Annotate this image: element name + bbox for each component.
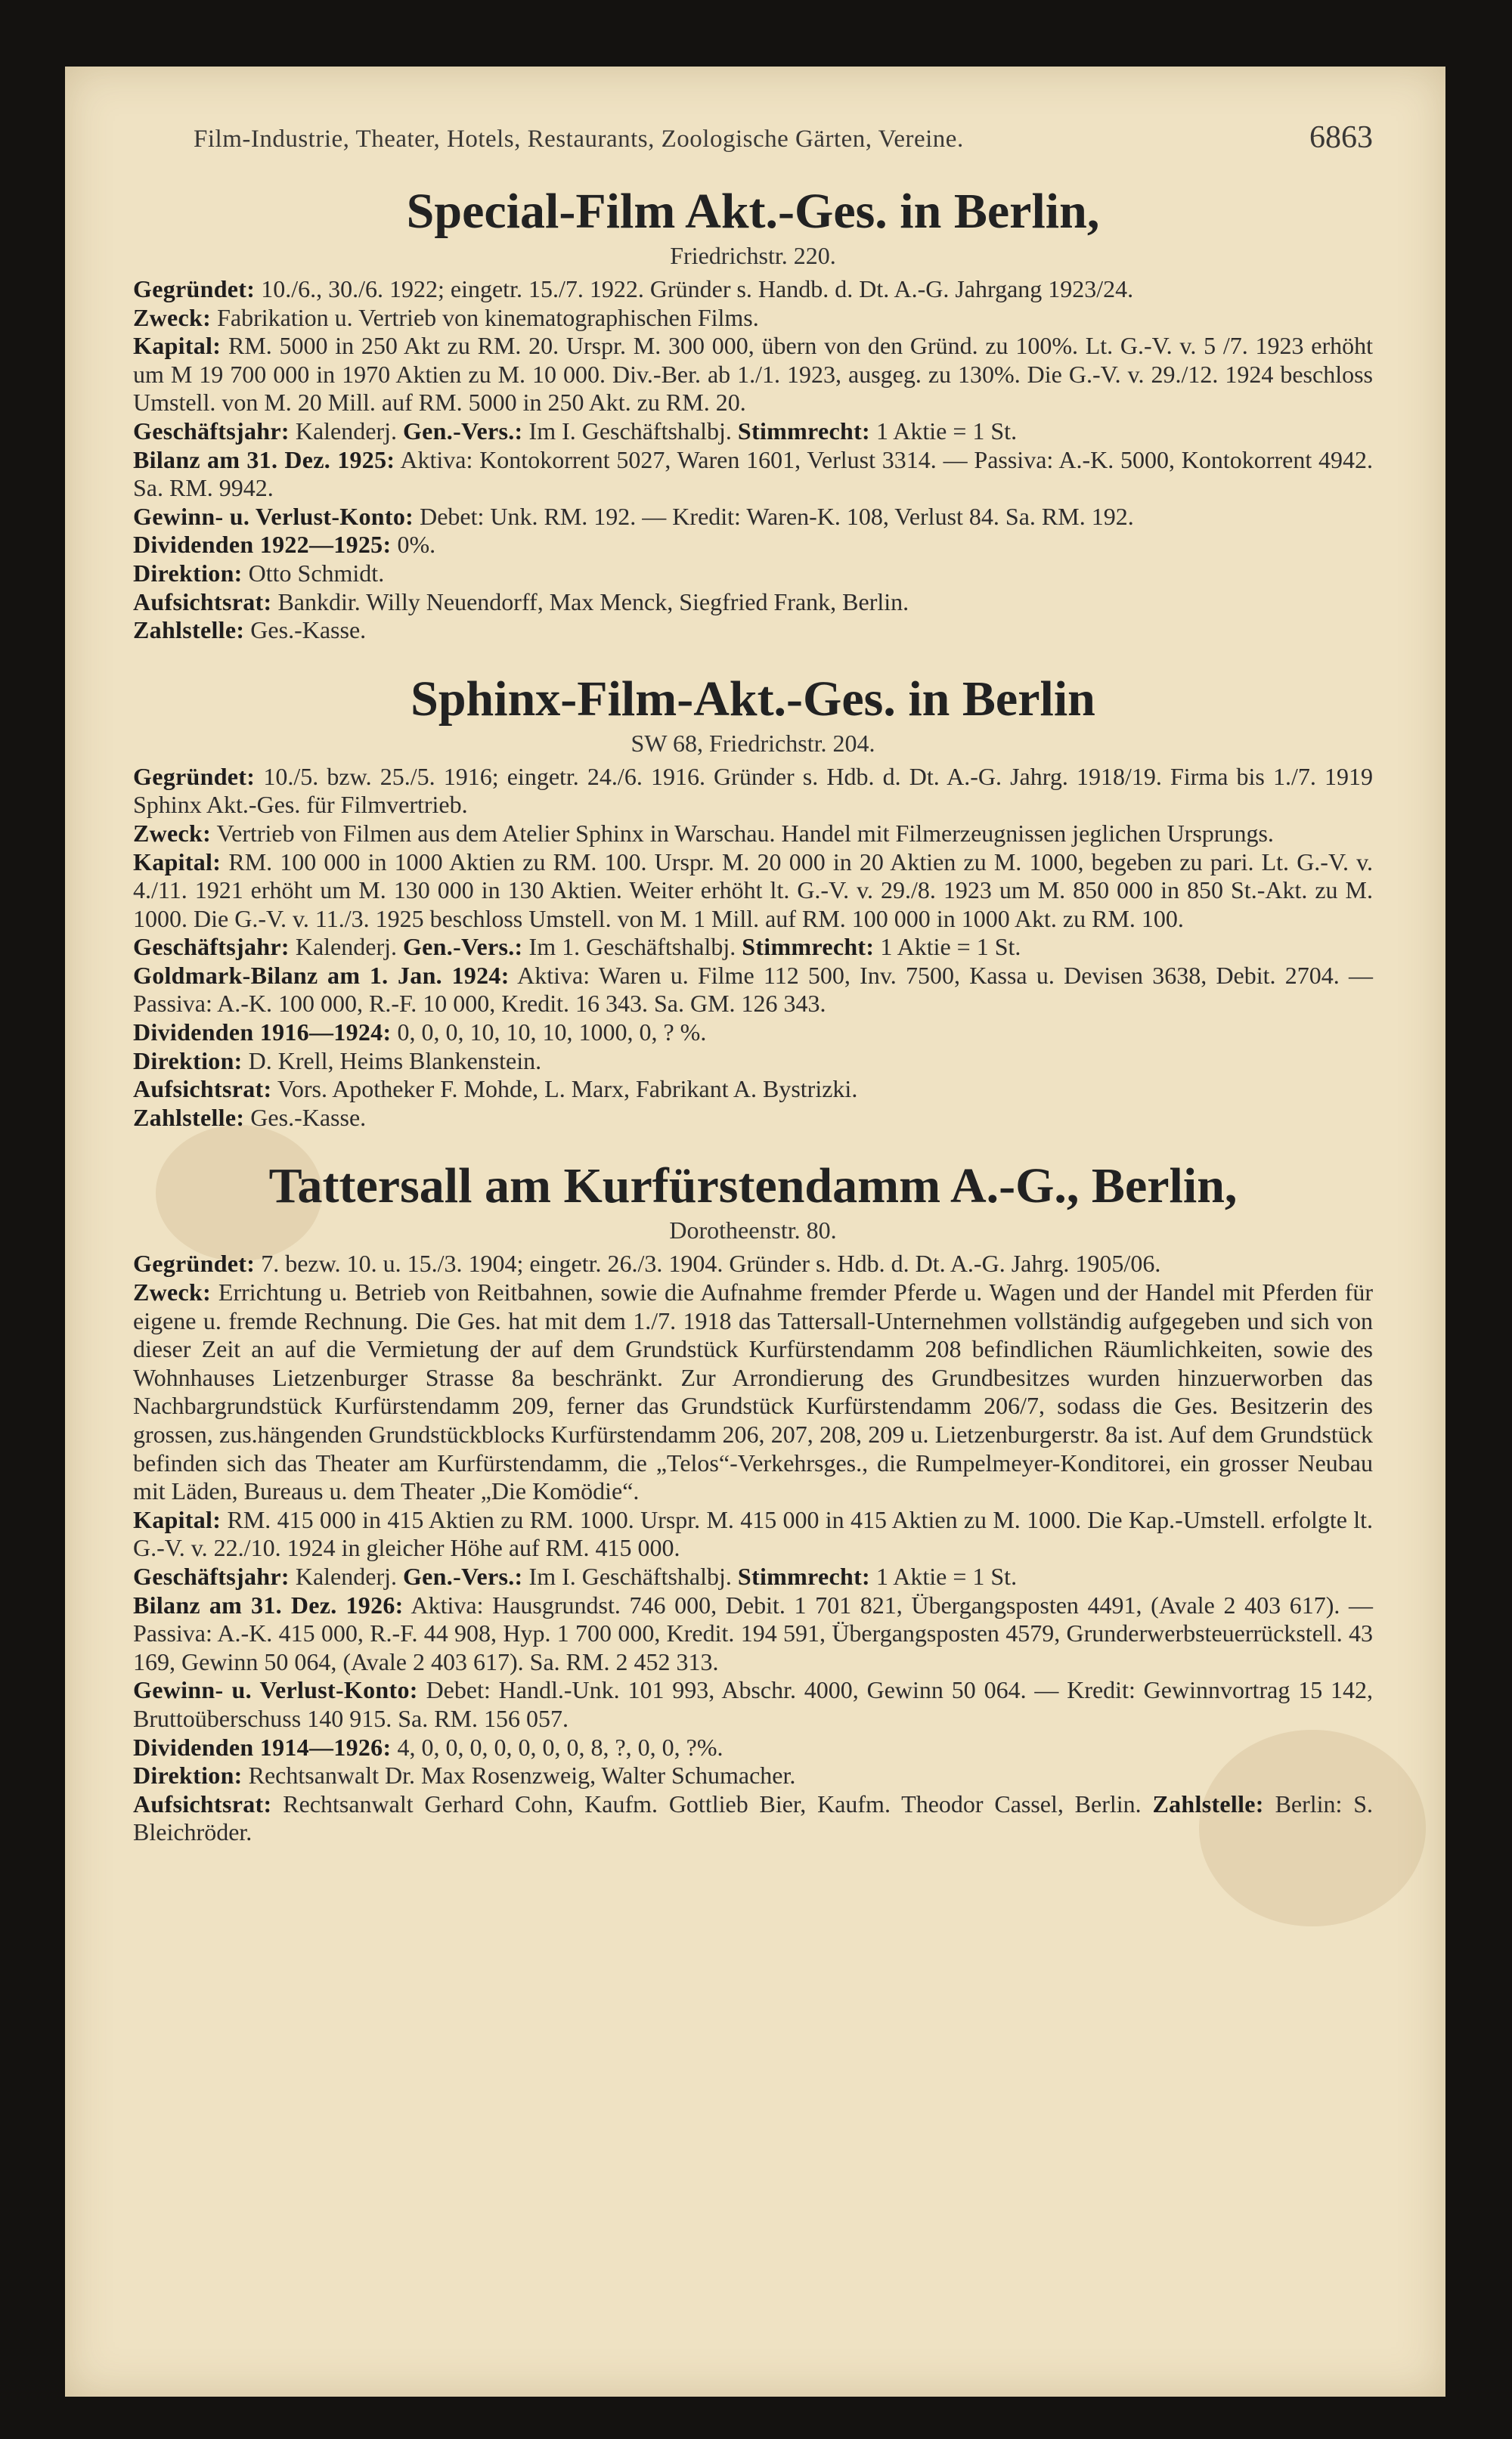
entry-kapital: Kapital: RM. 415 000 in 415 Aktien zu RM. 1000. Urspr. M. 415 000 in 415 Aktien zu M. 1000. Die Kap.-Umstell. erfolgte lt. G.-V. v. 22./10. 1924 in gleicher Höhe auf RM. 415 000. (133, 1505, 1374, 1562)
entry-zweck: Zweck: Fabrikation u. Vertrieb von kinematographischen Films. (133, 303, 759, 331)
running-head (133, 119, 1373, 165)
entry-gewinn-verlust: Gewinn- u. Verlust-Konto: Debet: Unk. RM. 192. — Kredit: Waren-K. 108, Verlust 84. Sa. RM. 192. (133, 502, 1134, 530)
page-content (133, 119, 1373, 1847)
entry-aufsichtsrat: Aufsichtsrat: Bankdir. Willy Neuendorff, Max Menck, Siegfried Frank, Berlin. (133, 587, 909, 615)
company-entry-tattersall (133, 1158, 1373, 1846)
entry-dividenden: Dividenden 1914—1926: 4, 0, 0, 0, 0, 0, 0, 0, 8, ?, 0, 0, ?%. (133, 1733, 723, 1761)
entry-gegruendet: Gegründet: 10./5. bzw. 25./5. 1916; eingetr. 24./6. 1916. Gründer s. Hdb. d. Dt. A.-G. Jahrg. 1918/19. Firma bis 1./7. 1919 Sphinx Akt.-Ges. für Filmvertrieb. (133, 762, 1374, 819)
entry-zahlstelle: Zahlstelle: Ges.-Kasse. (133, 616, 367, 644)
entry-zahlstelle: Zahlstelle: Ges.-Kasse. (133, 1103, 367, 1131)
company-entry-sphinx-film (133, 671, 1373, 1133)
entry-geschaeftsjahr: Geschäftsjahr: Kalenderj. Gen.-Vers.: Im 1. Geschäftshalbj. Stimmrecht: 1 Aktie = 1 St. (133, 933, 1021, 961)
entry-geschaeftsjahr: Geschäftsjahr: Kalenderj. Gen.-Vers.: Im I. Geschäftshalbj. Stimmrecht: 1 Aktie = 1 St. (133, 417, 1018, 445)
entry-goldmark-bilanz: Goldmark-Bilanz am 1. Jan. 1924: Aktiva: Waren u. Filme 112 500, Inv. 7500, Kassa u. Devisen 3638, Debit. 2704. — Passiva: A.-K. 100 000, R.-F. 10 000, Kredit. 16 343. Sa. GM. 126 343. (133, 961, 1374, 1018)
entry-aufsichtsrat: Aufsichtsrat: Rechtsanwalt Gerhard Cohn, Kaufm. Gottlieb Bier, Kaufm. Theodor Cassel, Berlin. Zahlstelle: Berlin: S. Bleichröder. (133, 1790, 1374, 1846)
entry-direktion: Direktion: Rechtsanwalt Dr. Max Rosenzweig, Walter Schumacher. (133, 1762, 796, 1790)
entry-bilanz: Bilanz am 31. Dez. 1925: Aktiva: Kontokorrent 5027, Waren 1601, Verlust 3314. — Passiva: A.-K. 5000, Kontokorrent 4942. Sa. RM. 9942. (133, 445, 1374, 502)
entry-aufsichtsrat: Aufsichtsrat: Vors. Apotheker F. Mohde, L. Marx, Fabrikant A. Bystrizki. (133, 1075, 858, 1103)
company-address: Dorotheenstr. 80. (669, 1216, 837, 1244)
entry-direktion: Direktion: D. Krell, Heims Blankenstein. (133, 1046, 542, 1074)
entry-zweck: Zweck: Errichtung u. Betrieb von Reitbahnen, sowie die Aufnahme fremder Pferde u. Wagen und der Handel mit Pferden für eigene u. fremde Rechnung. Die Ges. hat mit dem 1./7. 1918 das Tattersall-Unternehmen vollständig aufgegeben und sich von dieser Zeit an auf die Vermietung der auf dem Grundstück Kurfürstendamm 208 befindlichen Räumlichkeiten, sowie des Wohnhauses Lietzenburger Strasse 8a beschränkt. Zur Arrondierung des Grundbesitzes wurden hinzuerworben das Nachbargrundstück Kurfürstendamm 209, ferner das Grundstück Kurfürstendamm 206/7, sodass die Ges. Besitzerin des grossen, zus.hängenden Grundstückblocks Kurfürstendamm 206, 207, 208, 209 u. Lietzenburgerstr. 8a ist. Auf dem Grundstück befinden sich das Theater am Kurfürstendamm, die „Telos“-Verkehrsges., die Rumpelmeyer-Konditorei, ein grosser Neubau mit Läden, Bureaus u. dem Theater „Die Komödie“. (133, 1278, 1374, 1505)
entry-zweck: Zweck: Vertrieb von Filmen aus dem Atelier Sphinx in Warschau. Handel mit Filmerzeugnissen jeglichen Ursprungs. (133, 819, 1274, 847)
entry-gewinn-verlust: Gewinn- u. Verlust-Konto: Debet: Handl.-Unk. 101 993, Abschr. 4000, Gewinn 50 064. — Kredit: Gewinnvortrag 15 142, Bruttoüberschuss 140 915. Sa. RM. 156 057. (133, 1676, 1374, 1732)
entry-gegruendet: Gegründet: 7. bezw. 10. u. 15./3. 1904; eingetr. 26./3. 1904. Gründer s. Hdb. d. Dt. A.-G. Jahrg. 1905/06. (133, 1250, 1161, 1278)
entry-kapital: Kapital: RM. 5000 in 250 Akt zu RM. 20. Urspr. M. 300 000, übern von den Gründ. zu 100%. Lt. G.-V. v. 5 /7. 1923 erhöht um M 19 700 000 in 1970 Aktien zu M. 10 000. Div.-Ber. ab 1./1. 1923, ausgeg. zu 130%. Die G.-V. v. 29./12. 1924 beschloss Umstell. von M. 20 Mill. auf RM. 5000 in 250 Akt. zu RM. 20. (133, 332, 1374, 417)
entry-dividenden: Dividenden 1916—1924: 0, 0, 0, 10, 10, 10, 1000, 0, ? %. (133, 1018, 707, 1046)
company-name: Special-Film Akt.-Ges. in Berlin, (406, 184, 1100, 239)
book-page (65, 67, 1445, 2397)
company-address: Friedrichstr. 220. (670, 242, 836, 269)
company-address: SW 68, Friedrichstr. 204. (631, 729, 875, 757)
company-entry-special-film (133, 183, 1373, 645)
entry-direktion: Direktion: Otto Schmidt. (133, 559, 385, 587)
entry-dividenden: Dividenden 1922—1925: 0%. (133, 531, 436, 559)
page-number: 6863 (1309, 120, 1373, 155)
entry-kapital: Kapital: RM. 100 000 in 1000 Aktien zu RM. 100. Urspr. M. 20 000 in 20 Aktien zu M. 1000, begeben zu pari. Lt. G.-V. v. 4./11. 1921 erhöht um M. 130 000 in 130 Aktien. Weiter erhöht lt. G.-V. v. 29./8. 1923 um M. 850 000 in 850 St.-Akt. zu M. 1000. Die G.-V. v. 11./3. 1925 beschloss Umstell. von M. 1 Mill. auf RM. 100 000 in 1000 Akt. zu RM. 100. (133, 848, 1374, 932)
entry-bilanz: Bilanz am 31. Dez. 1926: Aktiva: Hausgrundst. 746 000, Debit. 1 701 821, Übergangsposten 4491, (Avale 2 403 617). — Passiva: A.-K. 415 000, R.-F. 44 908, Hyp. 1 700 000, Kredit. 194 591, Übergangsposten 4579, Grunderwerbsteuerrückstell. 43 169, Gewinn 50 064, (Avale 2 403 617). Sa. RM. 2 452 313. (133, 1591, 1374, 1675)
running-head-title: Film-Industrie, Theater, Hotels, Restaurants, Zoologische Gärten, Vereine. (194, 126, 964, 153)
company-name: Sphinx-Film-Akt.-Ges. in Berlin (411, 671, 1095, 727)
entry-geschaeftsjahr: Geschäftsjahr: Kalenderj. Gen.-Vers.: Im I. Geschäftshalbj. Stimmrecht: 1 Aktie = 1 St. (133, 1562, 1018, 1590)
entry-gegruendet: Gegründet: 10./6., 30./6. 1922; eingetr. 15./7. 1922. Gründer s. Handb. d. Dt. A.-G. Jahrgang 1923/24. (133, 275, 1134, 302)
company-name: Tattersall am Kurfürstendamm A.-G., Berlin, (268, 1158, 1238, 1214)
